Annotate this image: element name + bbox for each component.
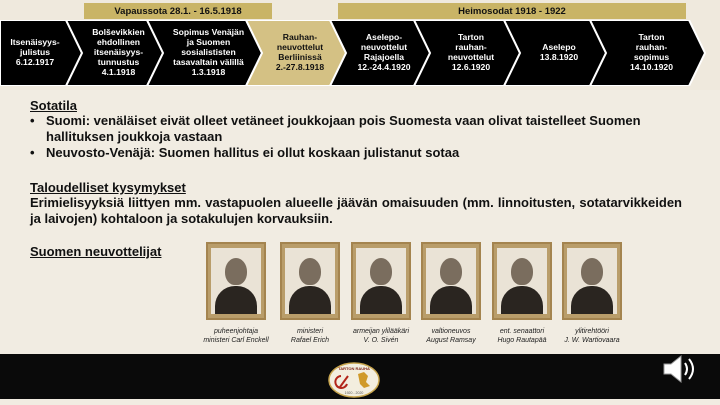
caption-ramsay: valtioneuvos August Ramsay	[426, 328, 476, 344]
emblem-years: 1920 - 2020	[344, 391, 364, 395]
sotatila-bullet-suomi: • Suomi: venäläiset eivät olleet vetäneet joukkojaan pois Suomesta vaan olivat taistelleet Suomen hallituksen joukkoja vastaan	[30, 113, 682, 145]
timeline-item-sopimus[interactable]: Sopimus Venäjän ja Suomen sosialististen tasavaltain välillä 1.3.1918	[172, 27, 245, 77]
portrait-siven	[351, 242, 411, 320]
emblem-icon	[328, 362, 380, 398]
timeline-item-tunnustus[interactable]: Bolševikkien ehdollinen itsenäisyys- tunnustus 4.1.1918	[92, 27, 145, 77]
neuvottelijat-section	[30, 244, 161, 259]
portrait-ramsay	[421, 242, 481, 320]
talous-text: Erimielisyyksiä liittyen mm. vastapuolen alueelle jäävän omaisuuden (mm. linnoitusten, sotatarvikkeiden ja laivojen) kohtaloon ja sotakulujen korvauksiin.	[30, 195, 682, 226]
caption-wartiovaara: ylitirehtööri J. W. Wartiovaara	[564, 328, 620, 344]
timeline-item-aselepo[interactable]: Aselepo 13.8.1920	[539, 42, 579, 62]
heimosodat-label: Heimosodat 1918 - 1922	[338, 3, 686, 19]
vapaussota-label: Vapaussota 28.1. - 16.5.1918	[84, 3, 272, 19]
talous-section	[30, 180, 682, 227]
portrait-wartiovaara	[562, 242, 622, 320]
neuvottelijat-heading: Suomen neuvottelijat	[30, 244, 162, 259]
sotatila-section	[30, 98, 682, 161]
caption-enckell: puheenjohtaja ministeri Carl Enckell	[203, 328, 269, 344]
caption-erich: ministeri Rafael Erich	[290, 328, 330, 344]
portrait-erich	[280, 242, 340, 320]
portrait-enckell	[206, 242, 266, 320]
caption-rautapaa: ent. senaattori Hugo Rautapää	[497, 328, 547, 344]
sotatila-heading: Sotatila	[30, 98, 77, 113]
emblem-title: TARTON RAUHA	[338, 366, 370, 371]
talous-heading: Taloudelliset kysymykset	[30, 180, 186, 195]
timeline-item-tartto-sopimus[interactable]: Tarton rauhan- sopimus 14.10.1920	[629, 32, 673, 72]
timeline-item-tartto-neuvottelut[interactable]: Tarton rauhan- neuvottelut 12.6.1920	[447, 32, 495, 72]
portrait-rautapaa	[492, 242, 552, 320]
speaker-icon[interactable]	[660, 352, 702, 386]
timeline-item-itsenaisyysjulistus[interactable]: Itsenäisyys- julistus 6.12.1917	[10, 37, 60, 67]
timeline-item-berliini[interactable]: Rauhan- neuvottelut Berliinissä 2.-27.8.1918	[275, 32, 325, 72]
timeline-item-rajajoki[interactable]: Aselepo- neuvottelut Rajajoella 12.-24.4.1920	[357, 32, 411, 72]
sotatila-bullet-neuvosto-venaja: • Neuvosto-Venäjä: Suomen hallitus ei ollut koskaan julistanut sotaa	[30, 145, 682, 161]
caption-siven: armeijan ylilääkäri V. O. Sivén	[352, 328, 410, 344]
